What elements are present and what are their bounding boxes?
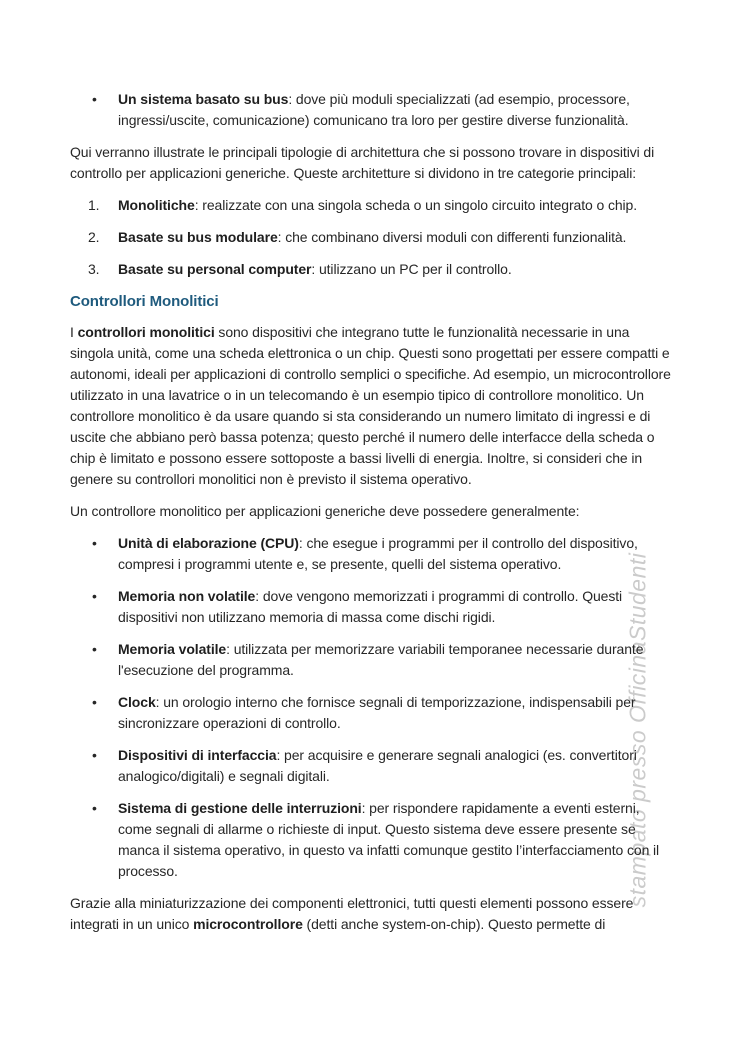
watermark-text: stampato presso OfficinaStudenti xyxy=(624,552,651,908)
bullet-label: Memoria volatile xyxy=(118,641,227,657)
list-number: 3. xyxy=(88,261,100,277)
bullet-item-memoria-non-volatile xyxy=(70,586,676,628)
paragraph-text: (detti anche system-on-chip). Questo permette di xyxy=(302,916,606,932)
bullet-text: : per rispondere rapidamente a eventi esterni, come segnali di allarme o richieste di input. Questo sistema deve essere presente se manca il sistema operativo, in questo va infatti comunque gestito l’interfacciamento con il processo. xyxy=(118,800,660,879)
bullet-label: Sistema di gestione delle interruzioni xyxy=(118,800,362,816)
bullet-text: : dove più moduli specializzati (ad esempio, processore, ingressi/uscite, comunicazione) comunicano tra loro per gestire diverse funzionalità. xyxy=(118,91,630,128)
section-heading-controllori-monolitici: Controllori Monolitici xyxy=(70,293,219,310)
bullet-text: : un orologio interno che fornisce segnali di temporizzazione, indispensabili per sincronizzare operazioni di controllo. xyxy=(118,694,636,731)
bullet-item-dispositivi-interfaccia xyxy=(70,745,676,787)
paragraph-conclusione xyxy=(70,893,676,935)
list-item-text: : che combinano diversi moduli con differenti funzionalità. xyxy=(277,229,627,245)
bold-term-microcontrollore: microcontrollore xyxy=(193,916,303,932)
numbered-item-personal-computer xyxy=(70,259,676,280)
bullet-icon xyxy=(92,692,97,713)
numbered-item-bus-modulare xyxy=(70,227,676,248)
bullet-label: Memoria non volatile xyxy=(118,588,256,604)
bullet-icon xyxy=(92,639,97,660)
bullet-icon xyxy=(92,745,97,766)
bullet-label: Dispositivi di interfaccia xyxy=(118,747,277,763)
list-item-label: Basate su personal computer xyxy=(118,261,312,277)
numbered-item-monolitiche xyxy=(70,195,676,216)
document-content xyxy=(70,89,676,946)
list-number: 2. xyxy=(88,229,100,245)
list-number: 1. xyxy=(88,197,100,213)
bullet-icon xyxy=(92,798,97,819)
bullet-label: Unità di elaborazione (CPU) xyxy=(118,535,299,551)
bullet-text: : dove vengono memorizzati i programmi di controllo. Questi dispositivi non utilizzano memoria di massa come dischi rigidi. xyxy=(118,588,623,625)
bullet-label: Un sistema basato su bus xyxy=(118,91,289,107)
bold-term-controllori-monolitici: controllori monolitici xyxy=(77,324,215,340)
paragraph-monolitici xyxy=(70,322,676,490)
bullet-icon xyxy=(92,89,97,110)
paragraph-text: sono dispositivi che integrano tutte le funzionalità necessarie in una singola unità, come una scheda elettronica o un chip. Questi sono progettati per essere compatti e autonomi, ideali per applicazioni di controllo semplici o specifiche. Ad esempio, un microcontrollore utilizzato in una lavatrice o in un telecomando è un esempio tipico di controllore monolitico. Un controllore monolitico è da usare quando si sta considerando un numero limitato di ingressi e di uscite che abbiano però bassa potenza; questo perché il numero delle interfacce della scheda o chip è limitato e possono essere sottoposte a bassi livelli di energia. Inoltre, si consideri che in genere su controllori monolitici non è previsto il sistema operativo. xyxy=(70,324,671,487)
list-item-text: : realizzate con una singola scheda o un singolo circuito integrato o chip. xyxy=(194,197,638,213)
bullet-item-clock xyxy=(70,692,676,734)
bullet-item-cpu xyxy=(70,533,676,575)
bullet-text: : utilizzata per memorizzare variabili temporanee necessarie durante l'esecuzione del programma. xyxy=(118,641,644,678)
bullet-item-gestione-interruzioni xyxy=(70,798,676,882)
list-item-label: Basate su bus modulare xyxy=(118,229,278,245)
bullet-label: Clock xyxy=(118,694,156,710)
paragraph-text: Grazie alla miniaturizzazione dei componenti elettronici, tutti questi elementi possono essere integrati in un unico xyxy=(70,895,634,932)
list-item-text: : utilizzano un PC per il controllo. xyxy=(311,261,512,277)
paragraph-possedere: Un controllore monolitico per applicazioni generiche deve possedere generalmente: xyxy=(70,503,580,519)
bullet-text: : per acquisire e generare segnali analogici (es. convertitori analogico/digitali) e segnali digitali. xyxy=(118,747,637,784)
paragraph-tipologie: Qui verranno illustrate le principali tipologie di architettura che si possono trovare in dispositivi di controllo per applicazioni generiche. Queste architetture si dividono in tre categorie principali: xyxy=(70,144,655,181)
bullet-text: : che esegue i programmi per il controllo del dispositivo, compresi i programmi utente e, se presente, quelli del sistema operativo. xyxy=(118,535,638,572)
list-item-label: Monolitiche xyxy=(118,197,195,213)
bullet-item-memoria-volatile xyxy=(70,639,676,681)
bullet-icon xyxy=(92,586,97,607)
bullet-item-bus xyxy=(70,89,676,131)
bullet-icon xyxy=(92,533,97,554)
paragraph-text: I xyxy=(70,324,78,340)
